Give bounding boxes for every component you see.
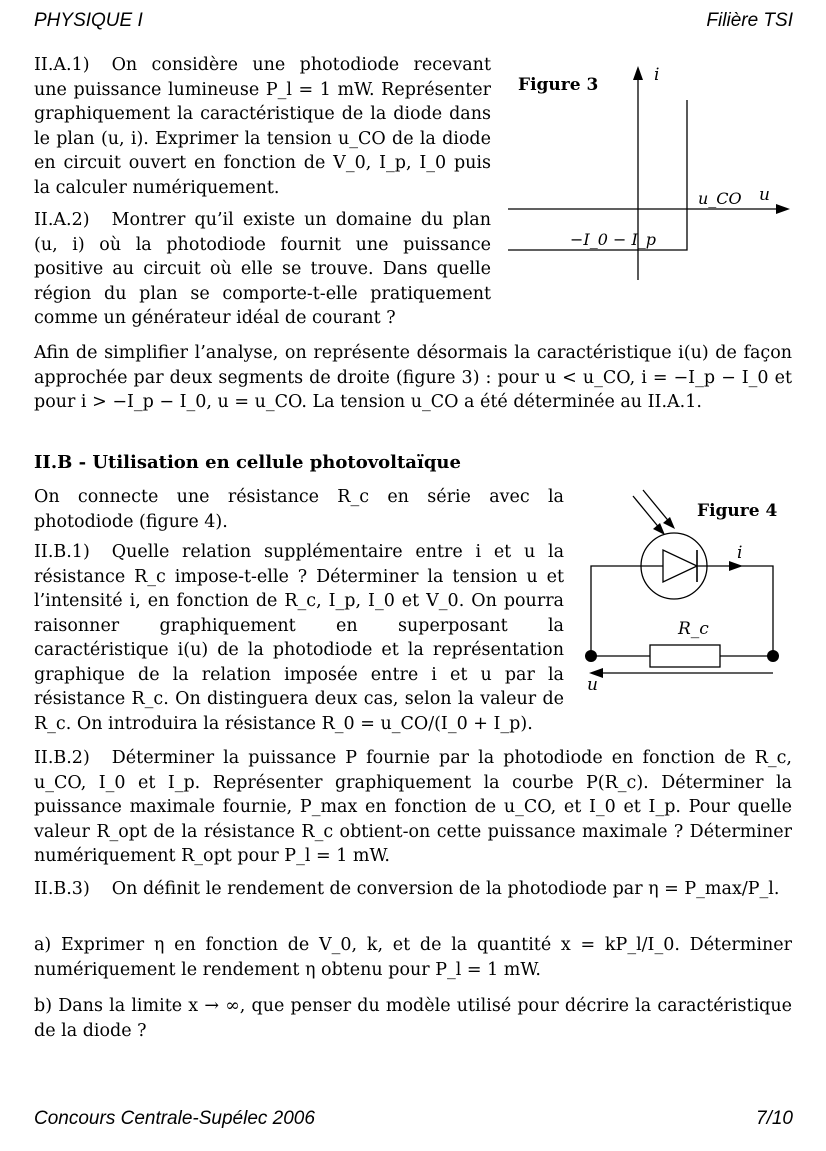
- figure-4: [575, 488, 795, 698]
- question-IIA2: [34, 208, 491, 331]
- question-IIB3a: a) Exprimer η en fonction de V_0, k, et de la quantité x = kP_l/I_0. Déterminer numériquement le rendement η obtenu pour P_l = 1 mW.: [34, 935, 792, 980]
- question-number: II.A.2): [34, 210, 90, 230]
- question-number: II.B.2): [34, 748, 90, 768]
- figure-3-label: Figure 3: [518, 75, 599, 95]
- u-axis-arrow-icon: [776, 204, 790, 214]
- question-IIB3b: b) Dans la limite x → ∞, que penser du modèle utilisé pour décrire la caractéristique de la diode ?: [34, 996, 792, 1041]
- light-ray: [643, 490, 671, 524]
- section-title: II.B - Utilisation en cellule photovoltaïque: [34, 452, 461, 473]
- intro-IIB: On connecte une résistance R_c en série avec la photodiode (figure 4).: [34, 487, 564, 532]
- light-arrow-icon: [663, 517, 675, 529]
- question-IIB2: [34, 746, 792, 869]
- light-arrow-icon: [653, 523, 665, 535]
- current-label: i: [737, 543, 743, 563]
- question-text: On définit le rendement de conversion de la photodiode par η = P_max/P_l.: [111, 879, 780, 899]
- node-left: [585, 650, 597, 662]
- question-number: II.B.3): [34, 879, 90, 899]
- approximation-paragraph: Afin de simplifier l’analyse, on représente désormais la caractéristique i(u) de façon approchée par deux segments de droite (figure 3) : pour u < u_CO, i = −I_p − I_0 et pour i > −I_p − I_0, u = u_CO. La tension u_CO a été déterminée au II.A.1.: [34, 343, 792, 412]
- light-ray: [633, 496, 661, 530]
- figure-4-label: Figure 4: [697, 501, 778, 521]
- wire-right: [707, 566, 773, 656]
- question-text: Déterminer la puissance P fournie par la photodiode en fonction de R_c, u_CO, I_0 et I_p. Représenter graphiquement la courbe P(R_c). Déterminer la puissance maximale fournie, P_max en fonction de u_CO, et I_0 et I_p. Pour quelle valeur R_opt de la résistance R_c obtient-on cette puissance maximale ? Déterminer numériquement R_opt pour P_l = 1 mW.: [34, 748, 792, 866]
- axis-u-label: u: [759, 185, 770, 205]
- resistor-label: R_c: [678, 619, 709, 639]
- voltage-label: u: [587, 675, 598, 695]
- wire-left: [591, 566, 641, 656]
- current-level-label: −I_0 − I_p: [570, 230, 657, 249]
- u-co-label: u_CO: [698, 189, 742, 208]
- characteristic-curve: [508, 100, 687, 250]
- i-axis-arrow-icon: [633, 66, 643, 80]
- node-right: [767, 650, 779, 662]
- figure-3: [506, 60, 796, 285]
- footer-right: 7/10: [756, 1108, 793, 1129]
- question-number: II.B.1): [34, 542, 90, 562]
- question-IIB3: [34, 877, 792, 902]
- question-number: II.A.1): [34, 55, 90, 75]
- footer-left: Concours Centrale-Supélec 2006: [34, 1108, 315, 1129]
- axis-i-label: i: [654, 65, 660, 85]
- question-IIB1: [34, 540, 564, 736]
- question-text: Quelle relation supplémentaire entre i et u la résistance R_c impose-t-elle ? Déterminer la tension u et l’intensité i, en fonction de R_c, I_p, I_0 et V_0. On pourra raisonner graphiquement en superposant la caractéristique i(u) de la photodiode et la représentation graphique de la relation imposée entre i et u par la résistance R_c. On distinguera deux cas, selon la valeur de R_c. On introduira la résistance R_0 = u_CO/(I_0 + I_p).: [34, 542, 564, 734]
- question-text: Montrer qu’il existe un domaine du plan (u, i) où la photodiode fournit une puissance positive au circuit où elle se trouve. Dans quelle région du plan se comporte-t-elle pratiquement comme un générateur idéal de courant ?: [34, 210, 491, 328]
- question-IIA1: [34, 53, 491, 200]
- resistor: [650, 645, 720, 667]
- header-right: Filière TSI: [706, 10, 793, 31]
- header-left: PHYSIQUE I: [34, 10, 143, 31]
- question-text: On considère une photodiode recevant une puissance lumineuse P_l = 1 mW. Représenter graphiquement la caractéristique de la diode dans le plan (u, i). Exprimer la tension u_CO de la diode en circuit ouvert en fonction de V_0, I_p, I_0 puis la calculer numériquement.: [34, 55, 491, 198]
